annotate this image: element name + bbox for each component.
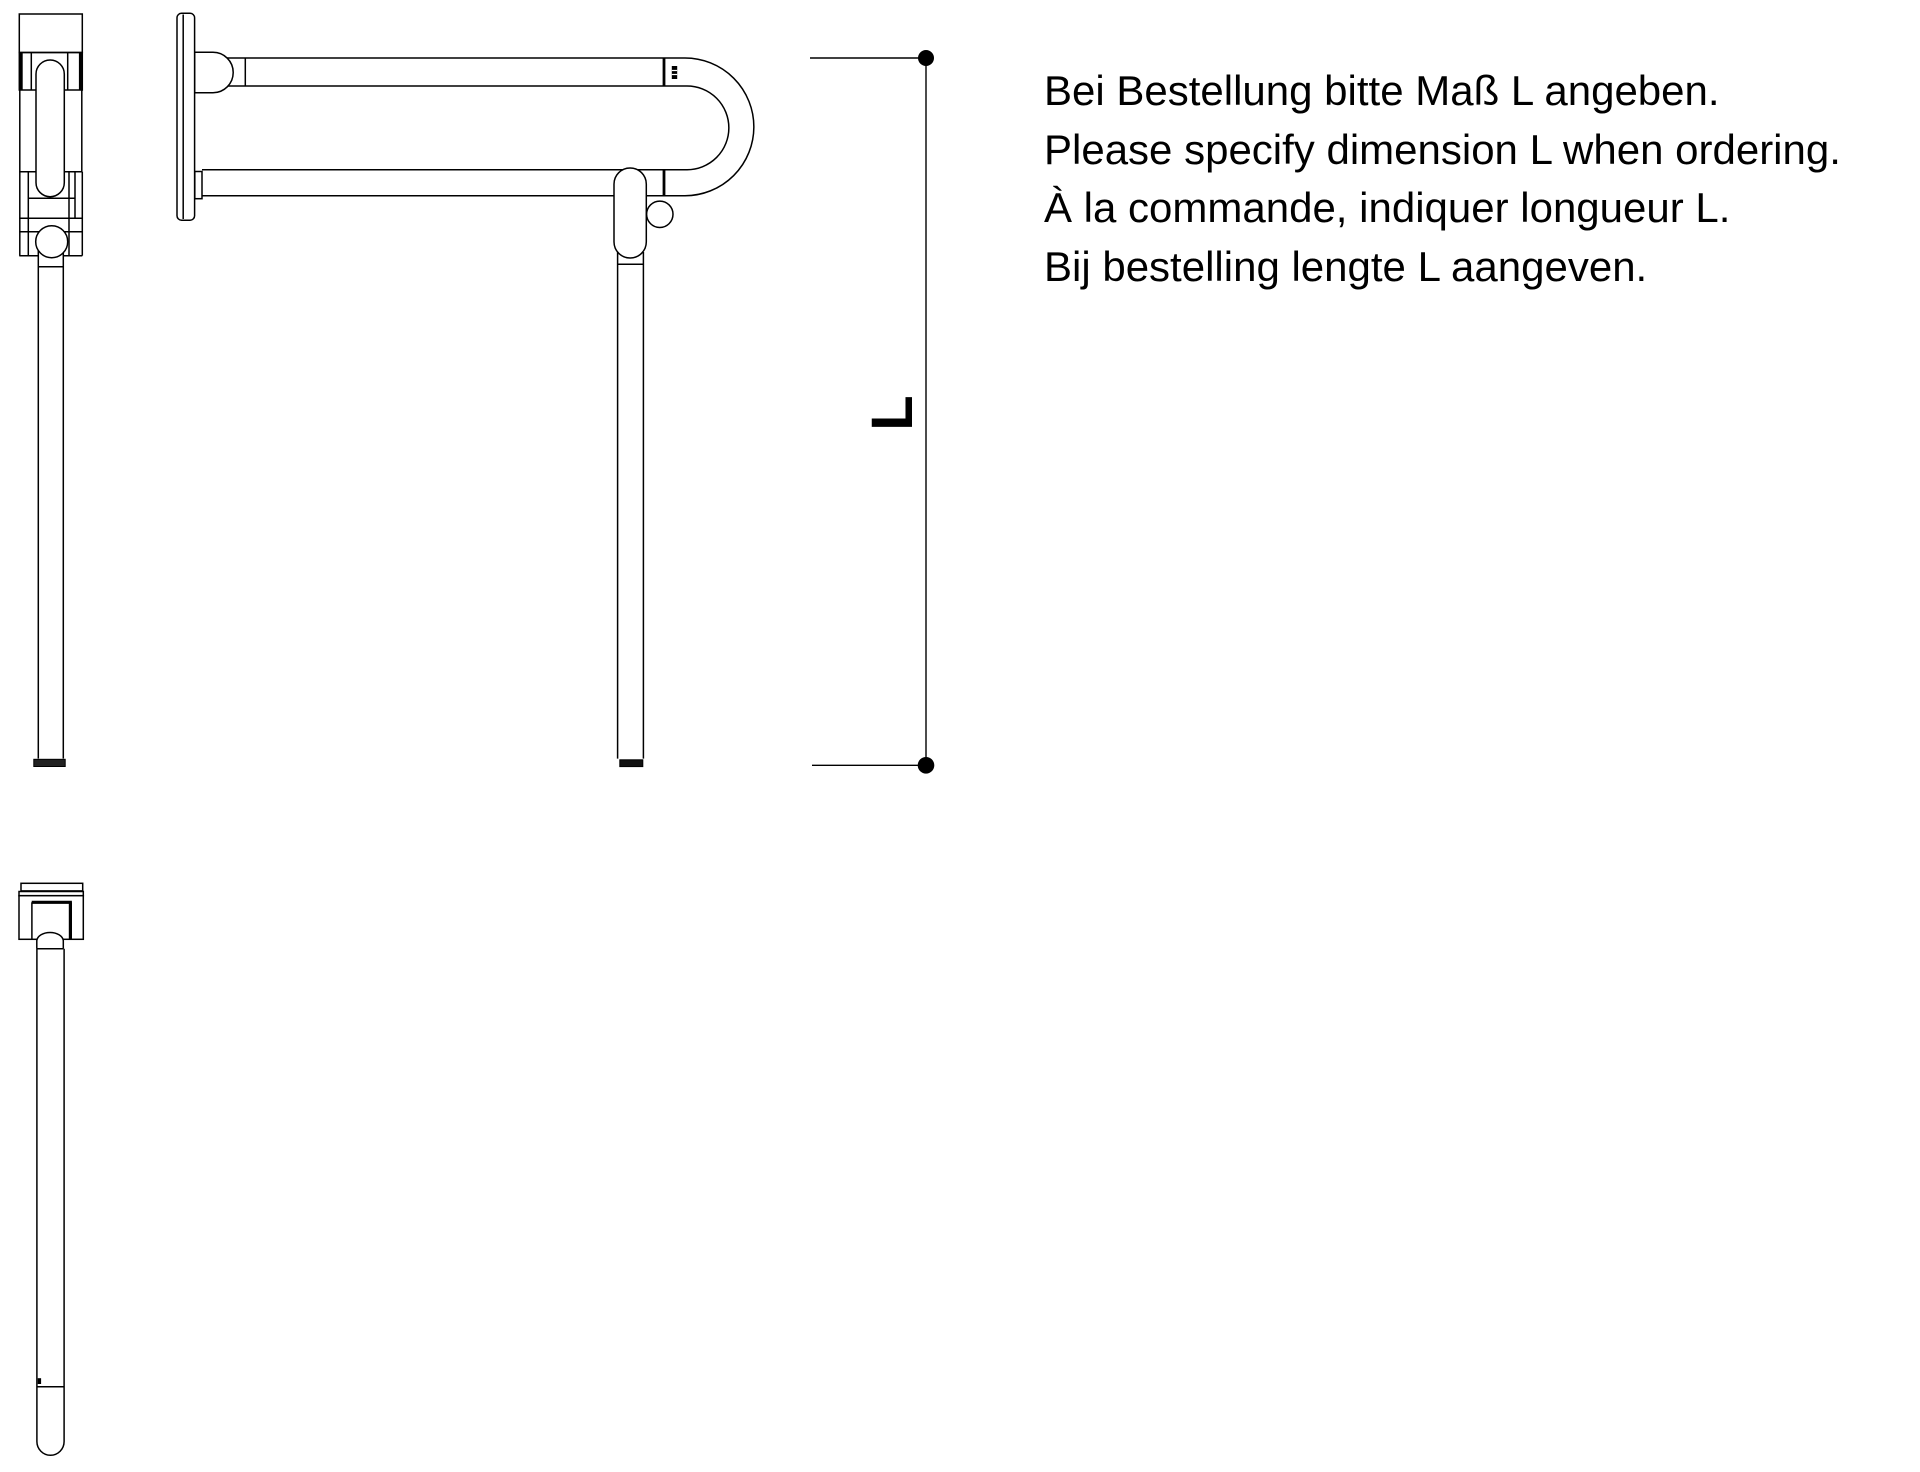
upper-hinge-boss (195, 52, 234, 92)
brand-mark (672, 66, 677, 79)
wall-plate-front (21, 883, 83, 891)
note-line-fr: À la commande, indiquer longueur L. (1044, 184, 1731, 231)
pivot-pin (36, 226, 68, 258)
bracket-top-block (19, 14, 82, 53)
lower-bar-wall-collar (195, 172, 202, 199)
wall-plate (177, 13, 195, 220)
leg-end-cap (620, 760, 643, 767)
leg-hinge-sleeve (614, 168, 646, 258)
hanging-tube-rounded-end (37, 1442, 64, 1456)
hinge-slot (36, 60, 64, 197)
note-line-en: Please specify dimension L when ordering. (1044, 125, 1841, 173)
brand-mark-gap (672, 74, 677, 75)
bend-inner-arc (687, 86, 729, 170)
note-line-nl: Bij bestelling lengte L aangeven. (1044, 242, 1648, 290)
brand-mark-small (38, 1378, 41, 1384)
dimension-dot-bottom (918, 757, 935, 774)
bend-outer-arc (685, 58, 754, 196)
brand-mark-gap (672, 70, 677, 71)
dimension-dot-top (918, 50, 934, 66)
front-view-extended-rail (177, 13, 754, 766)
leg-hinge-knob (647, 201, 673, 227)
folded-tube-end-cap (34, 759, 65, 766)
note-line-de: Bei Bestellung bitte Maß L angeben. (1044, 67, 1720, 114)
tube-dome-cap (37, 932, 64, 948)
front-view-folded-rail (19, 883, 83, 1455)
dimension-label: L (860, 395, 925, 431)
ordering-note (1044, 62, 1841, 296)
side-view-folded-rail (19, 14, 82, 767)
